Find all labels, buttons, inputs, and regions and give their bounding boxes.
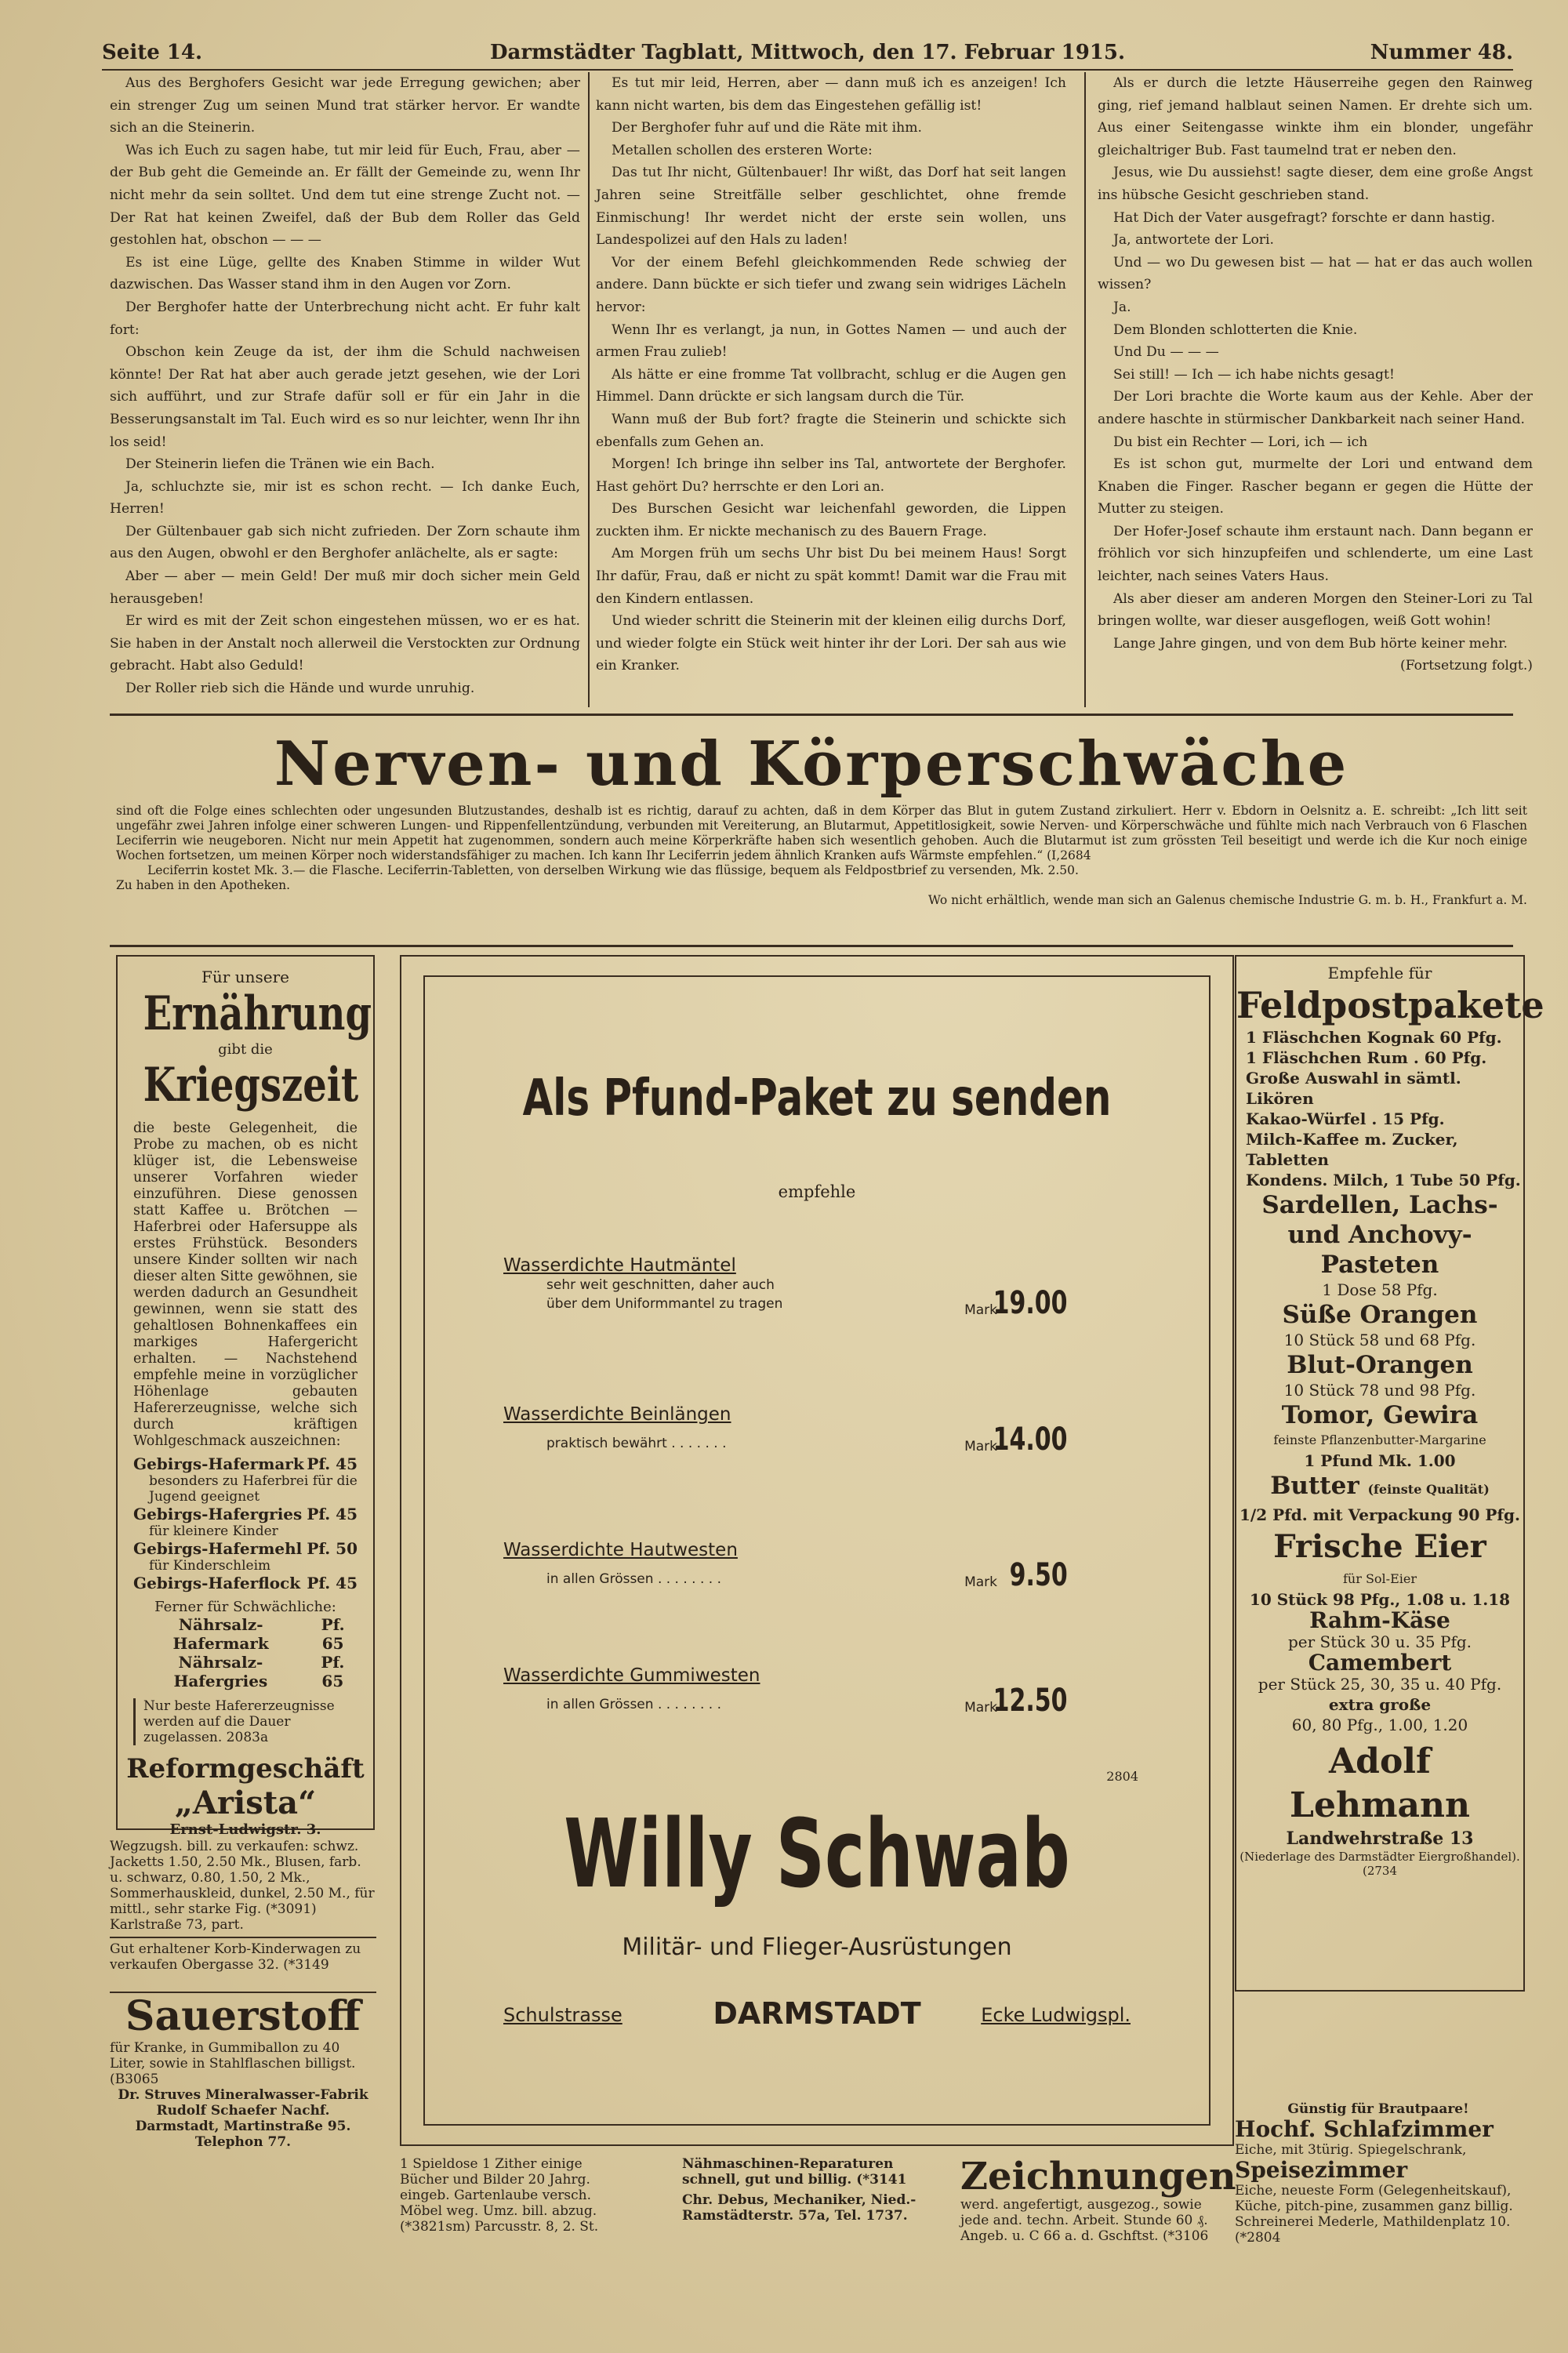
lehmann-sardellen: Sardellen, Lachs- und Anchovy-Pasteten [1261, 1191, 1498, 1279]
lehmann-blut-price: 10 Stück 78 und 98 Pfg. [1283, 1381, 1476, 1400]
story-paragraph: Der Roller rieb sich die Hände und wurde unruhig. [125, 681, 475, 697]
product-note: für kleinere Kinder [149, 1523, 278, 1539]
schwab-corner: Ecke Ludwigspl. [981, 2004, 1131, 2026]
darmstadt-address: Darmstadt, Martinstraße 95. [135, 2119, 351, 2134]
product-name: Gebirgs-Hafermark [133, 1454, 304, 1473]
arista-gives: gibt die [218, 1041, 273, 1058]
item-desc: über dem Uniformmantel zu tragen [546, 1296, 783, 1312]
butter-label: Butter [1270, 1472, 1359, 1500]
item-price: 14.00 [993, 1422, 1068, 1458]
story-paragraph: Als hätte er eine fromme Tat vollbracht, schlug er die Augen gen Himmel. Dann drückte er sich langsam durch die Tür. [596, 366, 1066, 405]
arista-store: Reformgeschäft [126, 1753, 365, 1785]
telephone: Telephon 77. [194, 2134, 292, 2150]
lehmann-line: 1 Fläschchen Rum . 60 Pfg. [1246, 1048, 1487, 1067]
schwab-item [503, 1540, 1068, 1593]
story-paragraph: Der Lori brachte die Worte kaum aus der Kehle. Aber der andere haschte in stürmischer Dankbarkeit nach seiner Hand. [1098, 389, 1533, 427]
schwab-street: Schulstrasse [503, 2004, 622, 2026]
struve: Dr. Struves Mineralwasser-Fabrik [118, 2087, 368, 2103]
naehmaschinen-ad [682, 2156, 941, 2224]
wegzug-ad: Wegzugsh. bill. zu verkaufen: schwz. Jacketts 1.50, 2.50 Mk., Blusen, farb. u. schwarz, 0.80, 1.50, 2 Mk., Sommerhauskleid, dunkel, 2.50 M., für mittl., sehr starke Fig. (*3091) Karlstraße 73, part. [110, 1839, 375, 1933]
newspaper-title: Darmstädter Tagblatt, Mittwoch, den 17. Februar 1915. [489, 41, 1126, 64]
product-name: Gebirgs-Hafergries [133, 1505, 303, 1523]
lehmann-eier-price: 10 Stück 98 Pfg., 1.08 u. 1.18 [1249, 1590, 1511, 1609]
leciferrin-price: Leciferrin kostet Mk. 3.— die Flasche. Leciferrin-Tabletten, von derselben Wirkung wie das flüssige, bequem als Feldpostbrief zu versenden, Mk. 2.50. [147, 863, 1079, 877]
lehmann-butter [1236, 1471, 1523, 1505]
lehmann-eier-desc: für Sol-Eier [1343, 1571, 1417, 1586]
korb-ad: Gut erhaltener Korb-Kinderwagen zu verkaufen Obergasse 32. (*3149 [110, 1937, 376, 1973]
page-number: Seite 14. [102, 41, 203, 64]
lehmann-dose: 1 Dose 58 Pfg. [1322, 1280, 1438, 1299]
lehmann-address: Landwehrstraße 13 [1286, 1828, 1474, 1849]
lehmann-camembert-price: per Stück 25, 30, 35 u. 40 Pfg. [1258, 1675, 1502, 1694]
arista-items [118, 1454, 373, 1592]
arista-store-name: „Arista“ [174, 1785, 317, 1821]
product-price: Pf. 45 [307, 1454, 358, 1473]
page-header [102, 41, 1513, 71]
story-paragraph: Am Morgen früh um sechs Uhr bist Du bei meinem Haus! Sorgt Ihr dafür, Frau, daß er nicht zu spät kommt! Damit war die Frau mit den Kindern entlassen. [596, 546, 1066, 607]
story-paragraph: Morgen! Ich bringe ihn selber ins Tal, antwortete der Berghofer. Hast gehört Du? herrschte er den Lori an. [596, 456, 1066, 495]
story-paragraph: Es ist eine Lüge, gellte des Knaben Stimme in wilder Wut dazwischen. Das Wasser stand ihm in den Augen vor Zorn. [110, 254, 580, 293]
story-paragraph: Ja, schluchzte sie, mir ist es schon recht. — Ich danke Euch, Herren! [110, 478, 580, 517]
story-column-1 [110, 72, 580, 700]
sauerstoff-ad [110, 1992, 376, 2150]
product-name: Gebirgs-Hafermehl [133, 1539, 303, 1558]
lehmann-line: Milch-Kaffee m. Zucker, Tabletten [1246, 1130, 1458, 1169]
arista-product [118, 1539, 373, 1558]
item-currency: Mark [964, 1439, 997, 1454]
lehmann-extra-price: 60, 80 Pfg., 1.00, 1.20 [1291, 1716, 1468, 1734]
column-divider [1084, 72, 1086, 707]
speisezimmer: Speisezimmer [1235, 2157, 1408, 2183]
lehmann-recommend: Empfehle für [1327, 964, 1432, 982]
butter-quality: (feinste Qualität) [1367, 1482, 1490, 1497]
story-paragraph: Es tut mir leid, Herren, aber — dann muß ich es anzeigen! Ich kann nicht warten, bis dem das Eingestehen gefällig ist! [596, 75, 1066, 114]
product-price: Pf. 45 [307, 1505, 358, 1523]
schwab-item [503, 1404, 1068, 1458]
arista-weak: Ferner für Schwächliche: [154, 1599, 336, 1615]
story-paragraph: Ja, antwortete der Lori. [1113, 232, 1274, 249]
story-paragraph: Und Du — — — [1113, 344, 1219, 361]
story-paragraph: Der Gültenbauer gab sich nicht zufrieden. Der Zorn schaute ihm aus den Augen, obwohl er den Berghofer anlächelte, als er sagte: [110, 523, 580, 562]
story-paragraph: Der Berghofer hatte der Unterbrechung nicht acht. Er fuhr kalt fort: [110, 299, 580, 338]
section-divider [110, 945, 1513, 947]
schaefer: Rudolf Schaefer Nachf. [156, 2103, 330, 2119]
lehmann-line: 1 Fläschchen Kognak 60 Pfg. [1246, 1028, 1502, 1047]
story-paragraph: Sei still! — Ich — ich habe nichts gesagt! [1113, 366, 1395, 383]
story-column-2 [596, 72, 1066, 677]
lehmann-tomor: Tomor, Gewira [1281, 1401, 1479, 1429]
schlafzimmer: Hochf. Schlafzimmer [1235, 2116, 1494, 2142]
story-paragraph: Du bist ein Rechter — Lori, ich — ich [1113, 434, 1368, 450]
sauerstoff-title: Sauerstoff [125, 1992, 361, 2040]
lehmann-line: Kondens. Milch, 1 Tube 50 Pfg. [1246, 1171, 1521, 1189]
story-paragraph: Metallen schollen des ersteren Worte: [612, 142, 873, 158]
product-note: besonders zu Haferbrei für die Jugend geeignet [149, 1473, 358, 1505]
item-title: Wasserdichte Beinlängen [503, 1404, 731, 1425]
zeich-title: Zeichnungen [960, 2155, 1236, 2199]
item-title: Wasserdichte Gummiwesten [503, 1665, 760, 1686]
story-paragraph: Hat Dich der Vater ausgefragt? forschte er dann hastig. [1113, 209, 1496, 226]
item-title: Wasserdichte Hautmäntel [503, 1255, 736, 1276]
story-paragraph: Es ist schon gut, murmelte der Lori und entwand dem Knaben die Finger. Rascher begann er gegen die Hütte der Mutter zu steigen. [1098, 456, 1533, 517]
arista-product [118, 1574, 373, 1592]
schwab-code: 2804 [1106, 1769, 1138, 1784]
arista-items2 [118, 1615, 373, 1690]
lehmann-niederlage: (Niederlage des Darmstädter Eiergroßhandel). (2734 [1240, 1850, 1520, 1878]
lehmann-title: Feldpostpakete [1236, 984, 1544, 1026]
story-paragraph: Obschon kein Zeuge da ist, der ihm die Schuld nachweisen könnte! Der Rat hat aber auch gerade jetzt gesehen, wie der Lori sich aufführt, und zur Strafe dafür soll er für ein Jahr in die Besserungsanstalt im Tal. Euch wird es so nur leichter, wenn Ihr ihn los seid! [110, 344, 580, 450]
zeichnungen-ad [960, 2155, 1236, 2244]
schwab-city: DARMSTADT [713, 1996, 921, 2031]
schwab-inner-frame [423, 975, 1210, 2126]
story-column-3 [1098, 72, 1533, 677]
story-paragraph: Ja. [1113, 299, 1131, 315]
schwab-item [503, 1665, 1068, 1719]
story-paragraph: Der Berghofer fuhr auf und die Räte mit ihm. [612, 120, 922, 136]
story-paragraph: Aber — aber — mein Geld! Der muß mir doch sicher mein Geld herausgeben! [110, 568, 580, 607]
arista-body: die beste Gelegenheit, die Probe zu machen, ob es nicht klüger ist, die Lebensweise unserer Vorfahren wieder einzuführen. Diese genossen statt Kaffee u. Brötchen — Haferbrei oder Hafersuppe als erstes Frühstück. Besonders unsere Kinder sollten wir nach dieser alten Sitte gewöhnen, sie werden dadurch an Gesundheit gewinnen, wenn sie statt des gehaltlosen Bohnenkaffees ein markiges Hafergericht erhalten. — Nachstehend empfehle meine in vorzüglicher Höhenlage gebauten Hafererzeugnisse, welche sich durch kräftigen Wohlgeschmack auszeichnen: [133, 1120, 358, 1449]
lehmann-extra: extra große [1328, 1695, 1432, 1714]
lehmann-eier: Frische Eier [1273, 1528, 1486, 1565]
item-desc: sehr weit geschnitten, daher auch [546, 1277, 775, 1293]
arista-ad [116, 955, 375, 1838]
product-price: Pf. 65 [321, 1615, 345, 1653]
item-currency: Mark [964, 1574, 997, 1590]
lehmann-lines [1236, 1027, 1523, 1190]
leciferrin-contact: Wo nicht erhältlich, wende man sich an Galenus chemische Industrie G. m. b. H., Frankfurt a. M. [927, 893, 1527, 907]
speise-desc: Eiche, neueste Form (Gelegenheitskauf), Küche, pitch-pine, zusammen ganz billig. Schreinerei Mederle, Mathildenplatz 10. (*2804 [1235, 2183, 1513, 2246]
leciferrin-text: sind oft die Folge eines schlechten oder ungesunden Blutzustandes, deshalb ist es richtig, darauf zu achten, daß in dem Körper das Blut in gutem Zustand zirkuliert. Herr v. Ebdorn in Oelsnitz a. E. schreibt: „Ich litt seit ungefähr zwei Jahren infolge einer schweren Lungen- und Rippenfellentzündung, verbunden mit Vereiterung, an Blutarmut, Appetitlosigkeit, sowie Nerven- und Körperschwäche und fühlte mich nach Verbrauch von 6 Flaschen Leciferrin wie neugeboren. Nicht nur mein Appetit hat zugenommen, sondern auch meine Körperkräfte haben sich wesentlich gehoben. Auch die Blutarmut ist zum grössten Teil beseitigt und werde ich die Kur noch einige Wochen fortsetzen, um meinen Körper noch widerstandsfähiger zu machen. Ich kann Ihr Leciferrin jedem ähnlich Kranken aufs Wärmste empfehlen.“ (I,2684 [116, 804, 1527, 862]
story-paragraph: Dem Blonden schlotterten die Knie. [1113, 321, 1358, 338]
lehmann-orangen: Süße Orangen [1282, 1301, 1478, 1329]
story-paragraph: Wenn Ihr es verlangt, ja nun, in Gottes Namen — und auch der armen Frau zulieb! [596, 321, 1066, 361]
story-paragraph: Als er durch die letzte Häuserreihe gegen den Rainweg ging, rief jemand halblaut seinen Namen. Er drehte sich um. Aus einer Seitengasse winkte ihm ein blonder, ungefähr gleichaltriger Bub. Fast taumelnd trat er neben den. [1098, 75, 1533, 158]
story-paragraph: Als aber dieser am anderen Morgen den Steiner-Lori zu Tal bringen wollte, war dieser ausgeflogen, weiß Gott wohin! [1098, 590, 1533, 630]
lehmann-line: Kakao-Würfel . 15 Pfg. [1246, 1109, 1445, 1128]
leciferrin-headline: Nerven- und Körperschwäche [274, 728, 1349, 800]
story-paragraph: Des Burschen Gesicht war leichenfahl geworden, die Lippen zuckten ihm. Er nickte mechanisch zu des Bauern Frage. [596, 501, 1066, 539]
item-price: 19.00 [993, 1285, 1068, 1321]
schwab-recommend: empfehle [778, 1182, 856, 1201]
sauerstoff-text: für Kranke, in Gummiballon zu 40 Liter, sowie in Stahlflaschen billigst. (B3065 [110, 2040, 356, 2087]
item-currency: Mark [964, 1700, 997, 1716]
continued-notice: (Fortsetzung folgt.) [1399, 658, 1533, 674]
schlaf-desc: Eiche, mit 3türig. Spiegelschrank, [1235, 2142, 1467, 2158]
story-paragraph: Das tut Ihr nicht, Gültenbauer! Ihr wißt, das Dorf hat seit langen Jahren seine Streitfälle selber geschlichtet, ohne fremde Einmischung! Ihr werdet nicht der erste sein wollen, uns Landespolizei auf den Hals zu laden! [596, 165, 1066, 249]
story-paragraph: Und — wo Du gewesen bist — hat — hat er das auch wollen wissen? [1098, 254, 1533, 293]
schwab-name: Willy Schwab [564, 1800, 1070, 1909]
arista-for: Für unsere [201, 968, 289, 986]
arista-note: Nur beste Hafererzeugnisse werden auf die Dauer zugelassen. 2083a [133, 1698, 358, 1745]
lehmann-butter-price: 1/2 Pfd. mit Verpackung 90 Pfg. [1240, 1505, 1520, 1524]
mederle-ad [1235, 2101, 1522, 2246]
story-paragraph: Aus des Berghofers Gesicht war jede Erregung gewichen; aber ein strenger Zug um seinen Mund trat stärker hervor. Er wandte sich an die Steinerin. [110, 75, 580, 136]
spieldose-ad: 1 Spieldose 1 Zither einige Bücher und Bilder 20 Jahrg. eingeb. Gartenlaube versch. Möbel weg. Umz. bill. abzug. (*3821sm) Parcusstr. 8, 2. St. [400, 2156, 599, 2235]
schwab-ad [400, 955, 1234, 2146]
debus: Chr. Debus, Mechaniker, Nied.-Ramstädterstr. 57a, Tel. 1737. [682, 2192, 916, 2224]
lehmann-ad [1235, 955, 1544, 1992]
story-paragraph: Jesus, wie Du aussiehst! sagte dieser, dem eine große Angst ins hübsche Gesicht geschrieben stand. [1098, 165, 1533, 203]
story-paragraph: Lange Jahre gingen, und von dem Bub hörte keiner mehr. [1113, 635, 1508, 652]
column-divider [588, 72, 590, 707]
product-name: Nährsalz-Hafermark [172, 1615, 269, 1653]
lehmann-orangen-price: 10 Stück 58 und 68 Pfg. [1283, 1331, 1476, 1349]
item-title: Wasserdichte Hautwesten [503, 1540, 738, 1560]
lehmann-line: Große Auswahl in sämtl. Likören [1246, 1069, 1461, 1108]
item-desc: in allen Grössen . . . . . . . . [546, 1697, 722, 1712]
arista-address: Ernst-Ludwigstr. 3. [169, 1821, 321, 1838]
product-price: Pf. 65 [321, 1653, 345, 1690]
schwab-subtitle: Militär- und Flieger-Ausrüstungen [622, 1934, 1012, 1961]
story-paragraph: Der Steinerin liefen die Tränen wie ein Bach. [125, 456, 435, 473]
zeich-text: werd. angefertigt, ausgezog., sowie jede and. techn. Arbeit. Stunde 60 ₰. Angeb. u. C 66 a. d. Gschftst. (*3106 [960, 2197, 1209, 2244]
schwab-headline: Als Pfund-Paket zu senden [522, 1069, 1112, 1127]
arista-word1: Ernährung [143, 986, 372, 1041]
lehmann-blut: Blut-Orangen [1287, 1351, 1473, 1379]
story-paragraph: Wann muß der Bub fort? fragte die Steinerin und schickte sich ebenfalls zum Gehen an. [596, 411, 1066, 450]
story-paragraph: Der Hofer-Josef schaute ihm erstaunt nach. Dann begann er fröhlich vor sich hinzupfeifen und schlenderte, um eine Last leichter, nach seines Vaters Haus. [1098, 523, 1533, 585]
item-price: 9.50 [1009, 1557, 1068, 1593]
lehmann-name: Adolf Lehmann [1290, 1741, 1470, 1825]
item-currency: Mark [964, 1302, 997, 1318]
arista-product [118, 1653, 373, 1690]
section-divider [110, 714, 1513, 716]
item-desc: in allen Grössen . . . . . . . . [546, 1571, 722, 1587]
lehmann-rahm: Rahm-Käse [1309, 1607, 1450, 1633]
arista-word2: Kriegszeit [143, 1058, 359, 1113]
lehmann-tomor-price: 1 Pfund Mk. 1.00 [1304, 1451, 1456, 1470]
arista-product [118, 1454, 373, 1473]
arista-product [118, 1505, 373, 1523]
lehmann-rahm-price: per Stück 30 u. 35 Pfg. [1287, 1632, 1472, 1651]
product-note: für Kinderschleim [149, 1558, 271, 1574]
leciferrin-body [116, 804, 1527, 908]
story-paragraph: Was ich Euch zu sagen habe, tut mir leid für Euch, Frau, aber — der Bub geht die Gemeinde an. Er fällt der Gemeinde zu, wenn Ihr nicht mehr da sein solltet. Und dem tut eine strenge Zucht not. — Der Rat hat keinen Zweifel, daß der Bub dem Roller das Geld gestohlen hat, obschon — — — [110, 142, 580, 249]
item-desc: praktisch bewährt . . . . . . . [546, 1436, 727, 1451]
product-name: Nährsalz-Hafergries [173, 1653, 268, 1690]
lehmann-tomor-desc: feinste Pflanzenbutter-Margarine [1273, 1432, 1486, 1447]
product-name: Gebirgs-Haferflock [133, 1574, 301, 1592]
braut: Günstig für Brautpaare! [1287, 2101, 1469, 2117]
product-price: Pf. 50 [307, 1539, 358, 1558]
story-paragraph: Er wird es mit der Zeit schon eingestehen müssen, wo er es hat. Sie haben in der Anstalt noch allerweil die Verstockten zur Ordnung gebracht. Habt also Geduld! [110, 613, 580, 674]
naeh-title: Nähmaschinen-Reparaturen schnell, gut und billig. (*3141 [682, 2156, 907, 2188]
schwab-item [503, 1255, 1068, 1321]
leciferrin-pharmacy: Zu haben in den Apotheken. [116, 878, 291, 892]
story-paragraph: Und wieder schritt die Steinerin mit der kleinen eilig durchs Dorf, und wieder folgte ein Stück weit hinter ihr der Lori. Der sah aus wie ein Kranker. [596, 613, 1066, 674]
arista-product [118, 1615, 373, 1653]
lehmann-camembert: Camembert [1308, 1650, 1452, 1676]
product-price: Pf. 45 [307, 1574, 358, 1592]
item-price: 12.50 [993, 1683, 1068, 1719]
issue-number: Nummer 48. [1370, 41, 1513, 64]
story-paragraph: Vor der einem Befehl gleichkommenden Rede schwieg der andere. Dann bückte er sich tiefer und zwang sein widriges Lächeln hervor: [596, 254, 1066, 315]
